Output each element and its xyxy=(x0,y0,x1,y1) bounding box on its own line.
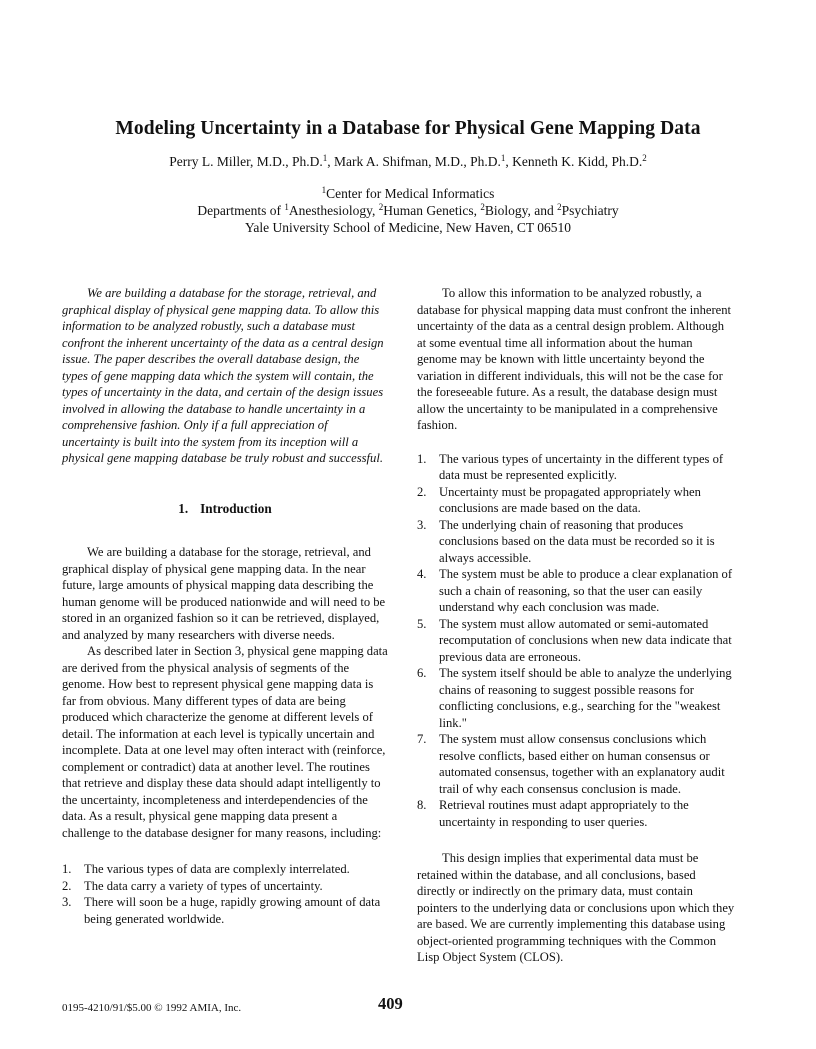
right-column xyxy=(417,285,735,966)
list-item: 7. The system must allow consensus conclusions which resolve conflicts, based either on human consensus or automated consensus, together with an explanatory audit trail of why each consensus conclusion is made. xyxy=(417,732,725,796)
body-paragraph: To allow this information to be analyzed robustly, a database for physical mapping data must confront the inherent uncertainty of the data as a central design problem. Although at some eventual time all information about the human genome may be known with little uncertainty beyond the variation in different individuals, this will not be the case for the foreseeable future. As a result, the database design must allow the uncertainty to be manipulated in a comprehensive fashion. xyxy=(417,286,732,432)
author-affil-mark: 1 xyxy=(322,153,328,163)
list-item: 8. Retrieval routines must adapt appropriately to the uncertainty in responding to user queries. xyxy=(417,798,689,829)
affiliation-university: Yale University School of Medicine, New Haven, CT 06510 xyxy=(244,220,572,235)
page-number: 409 xyxy=(378,994,403,1013)
author-name: Mark A. Shifman, M.D., Ph.D. xyxy=(334,154,501,169)
body-paragraph: As described later in Section 3, physical gene mapping data are derived from the physical analysis of segments of the genome. How best to represent physical gene mapping data is far from obvious. Many different types of data are being produced which characterize the genome at different levels of detail. The information at each level is typically uncertain and incomplete. Data at one level may often interact with (reinforce, complement or contradict) data at another level. The routines that retrieve and display these data should adapt intelligently to the uncertainty, incompleteness and interdependencies of the data. As a result, physical gene mapping data present a challenge to the database designer for many reasons, including: xyxy=(62,644,388,840)
list-item: 6. The system itself should be able to analyze the underlying chains of reasoning to suggest possible reasons for conflicting conclusions, e.g., searching for the "weakest link." xyxy=(417,666,732,730)
list-item: 4. The system must be able to produce a clear explanation of such a chain of reasoning, so that the user can easily understand why each conclusion was made. xyxy=(417,567,733,614)
list-item: 1. The various types of uncertainty in the different types of data must be represented explicitly. xyxy=(417,451,724,482)
challenge-list xyxy=(62,861,388,927)
author-name: Kenneth K. Kidd, Ph.D. xyxy=(512,154,643,169)
list-item: 2. The data carry a variety of types of uncertainty. xyxy=(62,878,323,893)
affiliation-departments: Departments of $^1$Anesthesiology, $^2$Human Genetics, $^2$Biology, and $^2$Psychiatry xyxy=(197,202,619,218)
paper-title: Modeling Uncertainty in a Database for Physical Gene Mapping Data xyxy=(115,118,701,139)
author-affil-mark: 2 xyxy=(642,153,647,163)
list-item: 5. The system must allow automated or semi-automated recomputation of conclusions when new data indicate that previous data are erroneous. xyxy=(417,616,732,664)
requirements-list xyxy=(417,451,735,831)
left-column xyxy=(62,285,388,927)
section-heading: 1. Introduction xyxy=(178,500,272,516)
author-name: Perry L. Miller, M.D., Ph.D. xyxy=(169,154,323,169)
copyright-footer: 0195-4210/91/$5.00 © 1992 AMIA, Inc. xyxy=(62,1002,242,1014)
abstract: We are building a database for the storage, retrieval, and graphical display of physical gene mapping data. To allow this information to be analyzed robustly, such a database must confront the inherent uncertainty of the data as a central design issue. The paper describes the overall database design, the types of gene mapping data which the system will contain, the types of uncertainty in the data, and certain of the design issues involved in allowing the database to handle uncertainty in a comprehensive fashion. Only if a full appreciation of uncertainty is built into the system from its inception will a physical gene mapping database be truly robust and successful. xyxy=(62,286,384,465)
list-item: 1. The various types of data are complexly interrelated. xyxy=(62,862,350,876)
author-affil-mark: 1 xyxy=(500,153,506,163)
author-line: Perry L. Miller, M.D., Ph.D.$^1$, Mark A. Shifman, M.D., Ph.D.$^1$, Kenneth K. Kidd, Ph.D.$^2$ xyxy=(169,153,647,169)
body-paragraph: We are building a database for the storage, retrieval, and graphical display of physical gene mapping data. In the near future, large amounts of physical mapping data describing the human genome will be produced nationwide and will need to be stored in an organized fashion so it can be retrieved, displayed, and analyzed by many researchers with diverse needs. xyxy=(62,545,386,642)
list-item: 3. There will soon be a huge, rapidly growing amount of data being generated worldwide. xyxy=(62,895,381,926)
list-item: 3. The underlying chain of reasoning that produces conclusions based on the data must be recorded so it is always accessible. xyxy=(417,517,715,565)
body-paragraph: This design implies that experimental data must be retained within the database, and all conclusions, based directly or indirectly on the primary data, must contain pointers to the underlying data or conclusions upon which they are based. We are currently implementing this database using object-oriented programming techniques with the Common Lisp Object System (CLOS). xyxy=(417,851,735,964)
affiliation-center: $^1$Center for Medical Informatics xyxy=(321,185,495,201)
list-item: 2. Uncertainty must be propagated appropriately when conclusions are made based on the data. xyxy=(417,484,701,515)
